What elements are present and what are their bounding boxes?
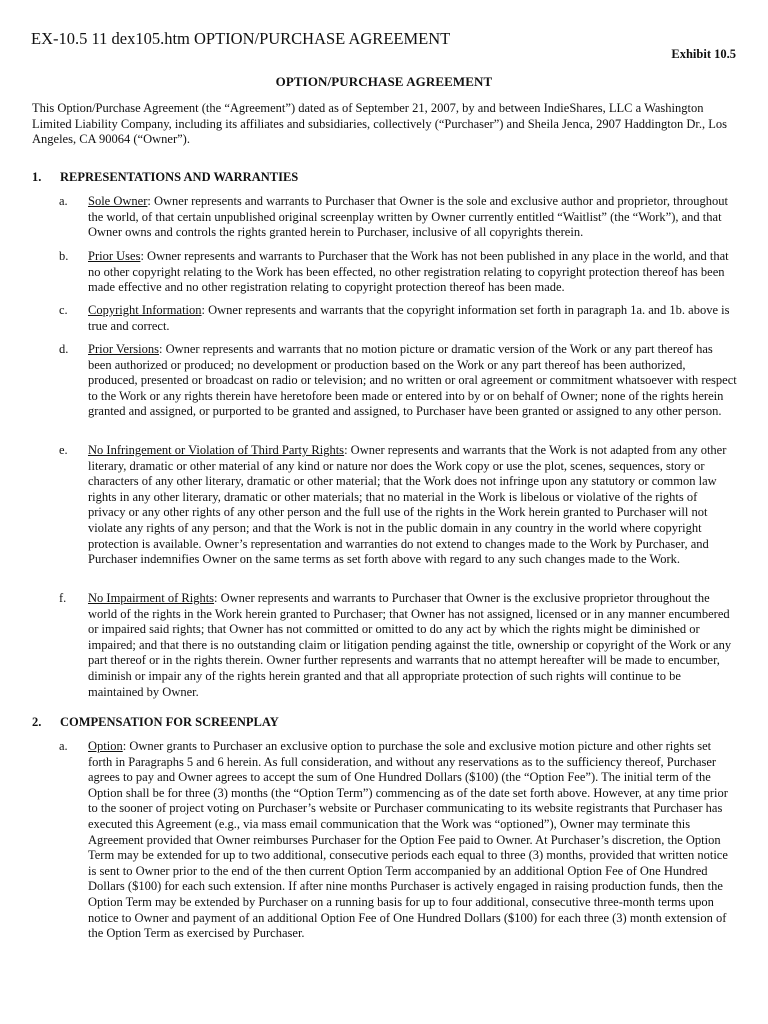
clause-item: [59, 249, 737, 296]
clause-heading: No Impairment of Rights: [88, 591, 215, 605]
clause-text: : Owner represents and warrants to Purchaser that the Work has not been published in any place in the world, and that no other copyright relating to the Work has been effected, no other registration relating to copyright protection thereof has been made effective and no other registration relating to copyright protection thereof has been made.: [88, 249, 729, 295]
clause-item: [59, 739, 737, 942]
clause-text: : Owner grants to Purchaser an exclusive option to purchase the sole and exclusive motion picture and other rights set forth in Paragraphs 5 and 6 herein. As full consideration, and without any reservations as to the sufficiency thereof, Purchaser agrees to pay and Owner agrees to accept the sum of One Hundred Dollars ($100) (the “Option Fee”). The initial term of the Option shall be for three (3) months (the “Option Term”) commencing as of the date set forth above. However, at any time prior to the sooner of project voting on Purchaser’s website or Purchaser communicating to its website registrants that Purchaser has executed this Agreement (e.g., via mass email communication that the Work was “optioned”), Owner may terminate this Agreement provided that Owner reimburses Purchaser for the Option Fee paid to Owner. At Purchaser’s discretion, the Option Term may be extended for up to two additional, consecutive periods each equal to three (3) months, provided that written notice is sent to Owner prior to the end of the then current Option Term accompanied by an additional Option Fee of One Hundred Dollars ($100) for each such extension. If after nine months Purchaser is actively engaged in raising production funds, then the Option Term may be extended by Purchaser on a running basis for up to four additional, consecutive three-month terms upon notice to Owner and payment of an additional Option Fee of One Hundred Dollars ($100) for each three (3) month extension of the Option Term as exercised by Purchaser.: [88, 739, 728, 941]
section-heading: [32, 715, 279, 730]
clause-item: [59, 591, 737, 700]
clause-heading: Prior Versions: [88, 342, 159, 356]
clause-item: [59, 303, 737, 334]
clause-text: : Owner represents and warrants that no motion picture or dramatic version of the Work or any part thereof has been authorized or produced; no development or production based on the Work or any part thereof has been authorized, produced, presented or broadcast on radio or television; and no written or oral agreement or commitment whatsoever with respect to the Work or any rights therein have heretofore been made or entered into by or on behalf of Owner; none of the rights herein granted and assigned, or purported to be granted and assigned, to Purchaser have been granted or assigned to any other person.: [88, 342, 737, 419]
clause-letter: b.: [59, 249, 69, 263]
clause-text: : Owner represents and warrants to Purchaser that Owner is the sole and exclusive author and proprietor, throughout the world, of that certain unpublished original screenplay written by Owner currently entitled “Waitlist” (the “Work”), and that Owner owns and controls the rights granted herein to Purchaser, inclusive of all copyrights therein.: [88, 194, 728, 240]
section-heading: [32, 170, 298, 185]
clause-letter: e.: [59, 443, 68, 457]
intro-paragraph: This Option/Purchase Agreement (the “Agreement”) dated as of September 21, 2007, by and between IndieShares, LLC a Washington Limited Liability Company, including its affiliates and subsidiaries, collectively (“Purchaser”) and Sheila Jenca, 2907 Haddington Dr., Los Angeles, CA 90064 (“Owner”).: [32, 101, 727, 147]
clause-heading: Sole Owner: [88, 194, 148, 208]
clause-letter: d.: [59, 342, 69, 356]
clause-letter: a.: [59, 739, 68, 753]
clause-letter: a.: [59, 194, 68, 208]
clause-heading: Prior Uses: [88, 249, 141, 263]
clause-letter: f.: [59, 591, 67, 605]
clause-text: : Owner represents and warrants that the Work is not adapted from any other literary, dramatic or other material of any kind or nature nor does the Work copy or use the plot, scenes, sequences, story or characters of any other literary, dramatic or other material; that the Work does not infringe upon any statutory or common law rights in any other literary, dramatic or other materials; that no material in the Work is libelous or violative of the rights of privacy or any other rights of any other person and the full use of the rights in the Work herein granted to Purchaser will not violate any rights of any person; and that the Work is not in the public domain in any country in the world where copyright protection is available. Owner’s representation and warranties do not extend to changes made to the Work by Purchaser, and Purchaser indemnifies Owner on the same terms as set forth above with regard to any such changes made to the Work.: [88, 443, 727, 567]
clause-letter: c.: [59, 303, 68, 317]
document-header: EX-10.5 11 dex105.htm OPTION/PURCHASE AGREEMENT: [31, 29, 451, 48]
clause-text: : Owner represents and warrants to Purchaser that Owner is the exclusive proprietor throughout the world of the rights in the Work herein granted to Purchaser; that Owner has not assigned, licensed or in any manner encumbered or impaired said rights; that Owner has not committed or omitted to do any act by which the rights might be diminished or impaired; and that there is no outstanding claim or litigation pending against the title, ownership or copyright of the Work or any part thereof or in the rights therein. Owner further represents and warrants that no attempt hereafter will be made to encumber, diminish or impair any of the rights herein granted and that all appropriate protection of such rights will continue to be maintained by Owner.: [88, 591, 732, 699]
clause-heading: No Infringement or Violation of Third Party Rights: [88, 443, 345, 457]
section-title: REPRESENTATIONS AND WARRANTIES: [60, 170, 299, 184]
section-number: 2.: [32, 715, 42, 729]
section-title: COMPENSATION FOR SCREENPLAY: [60, 715, 279, 729]
exhibit-label: Exhibit 10.5: [671, 47, 736, 61]
document-title: OPTION/PURCHASE AGREEMENT: [275, 74, 493, 89]
clause-item: [59, 194, 737, 241]
clause-heading: Copyright Information: [88, 303, 202, 317]
clause-item: [59, 443, 737, 568]
section-number: 1.: [32, 170, 42, 184]
clause-heading: Option: [88, 739, 123, 753]
clause-item: [59, 342, 737, 420]
clause-text: : Owner represents and warrants that the copyright information set forth in paragraph 1a. and 1b. above is true and correct.: [88, 303, 730, 333]
